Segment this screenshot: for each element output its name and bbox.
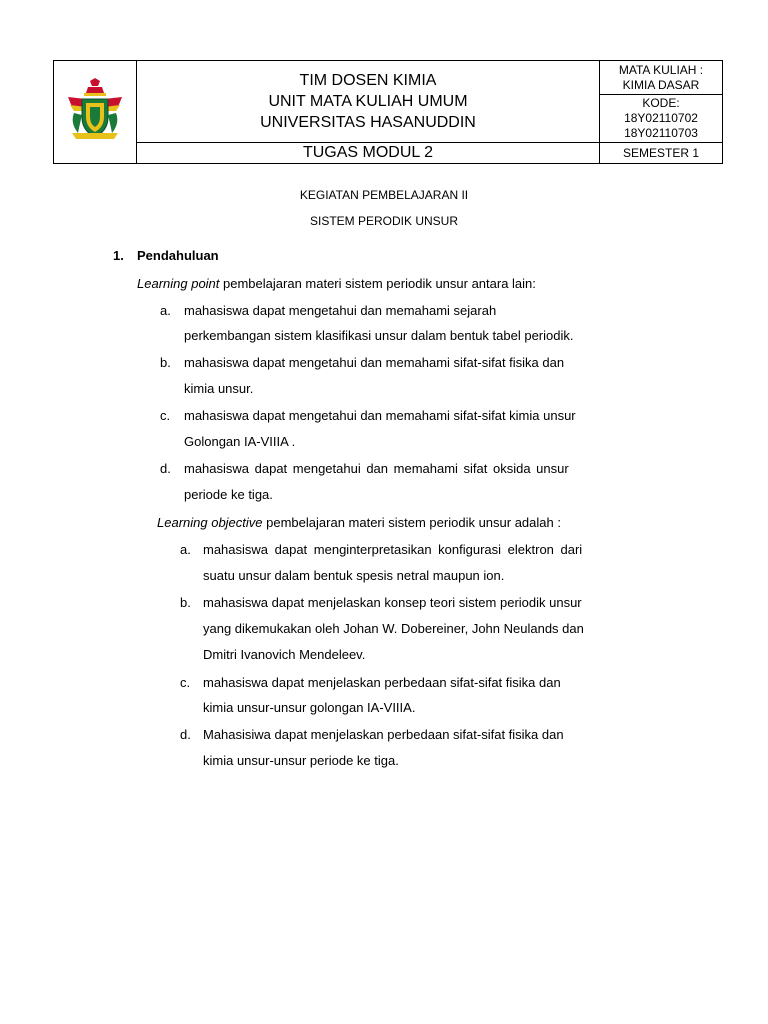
heading-sistem: SISTEM PERODIK UNSUR — [309, 214, 459, 228]
logo-cell — [54, 61, 137, 164]
lo-marker-b: b. — [180, 595, 191, 610]
title-line-2: UNIT MATA KULIAH UMUM — [268, 93, 468, 110]
kode-value-1: 18Y02110702 — [624, 111, 698, 125]
semester-label: SEMESTER 1 — [600, 143, 723, 164]
lp-marker-d: d. — [160, 461, 171, 476]
lo-item-d-line-1: Mahasisiwa dapat menjelaskan perbedaan sifat-sifat fisika dan — [203, 727, 564, 742]
kode-label: KODE: — [642, 96, 680, 110]
lo-item-c-line-1: mahasiswa dapat menjelaskan perbedaan sifat-sifat fisika dan — [203, 675, 561, 690]
lo-marker-a: a. — [180, 542, 191, 557]
lo-marker-d: d. — [180, 727, 191, 742]
document-header-table — [53, 60, 723, 164]
learning-point-intro — [137, 276, 536, 291]
lp-item-d-line-2: periode ke tiga. — [184, 487, 273, 502]
lo-item-c-line-2: kimia unsur-unsur golongan IA-VIIIA. — [203, 700, 416, 715]
lo-marker-c: c. — [180, 675, 191, 690]
lo-item-d-line-2: kimia unsur-unsur periode ke tiga. — [203, 753, 399, 768]
title-line-3: UNIVERSITAS HASANUDDIN — [260, 114, 476, 131]
lo-item-b-line-2: yang dikemukakan oleh Johan W. Dobereiner, John Neulands dan — [203, 621, 584, 636]
mata-kuliah-value: KIMIA DASAR — [622, 77, 700, 92]
lp-item-a-line-1: mahasiswa dapat mengetahui dan memahami sejarah — [184, 303, 497, 318]
heading-kegiatan: KEGIATAN PEMBELAJARAN II — [299, 188, 469, 202]
section-number: 1. — [113, 248, 124, 263]
learning-objective-rest: pembelajaran materi sistem periodik unsur adalah : — [262, 515, 561, 530]
lp-marker-c: c. — [160, 408, 171, 423]
mata-kuliah-label: MATA KULIAH : — [618, 62, 704, 77]
lo-item-a-line-1: mahasiswa dapat menginterpretasikan konfigurasi elektron dari — [203, 542, 583, 557]
lp-marker-b: b. — [160, 355, 171, 370]
learning-point-rest: pembelajaran materi sistem periodik unsur antara lain: — [219, 276, 536, 291]
learning-point-italic: Learning point — [137, 276, 220, 291]
lp-item-b-line-2: kimia unsur. — [184, 381, 254, 396]
institution-title-cell — [137, 61, 600, 143]
learning-objective-intro — [157, 515, 561, 530]
learning-objective-italic: Learning objective — [157, 515, 263, 530]
lp-marker-a: a. — [160, 303, 171, 318]
lo-item-a-line-2: suatu unsur dalam bentuk spesis netral maupun ion. — [203, 568, 505, 583]
section-title: Pendahuluan — [137, 248, 219, 263]
title-line-1: TIM DOSEN KIMIA — [299, 72, 437, 89]
modul-title: TUGAS MODUL 2 — [137, 143, 600, 164]
university-logo-icon — [64, 77, 126, 143]
lo-item-b-line-1: mahasiswa dapat menjelaskan konsep teori sistem periodik unsur — [203, 595, 582, 610]
lp-item-c-line-2: Golongan IA-VIIIA . — [184, 434, 296, 449]
kode-value-2: 18Y02110703 — [624, 126, 698, 140]
course-info-cell — [600, 61, 723, 143]
lp-item-a-line-2: perkembangan sistem klasifikasi unsur dalam bentuk tabel periodik. — [184, 328, 574, 343]
lp-item-c-line-1: mahasiswa dapat mengetahui dan memahami sifat-sifat kimia unsur — [184, 408, 576, 423]
lp-item-b-line-1: mahasiswa dapat mengetahui dan memahami sifat-sifat fisika dan — [184, 355, 565, 370]
lo-item-b-line-3: Dmitri Ivanovich Mendeleev. — [203, 647, 366, 662]
lp-item-d-line-1: mahasiswa dapat mengetahui dan memahami sifat oksida unsur — [184, 461, 569, 476]
